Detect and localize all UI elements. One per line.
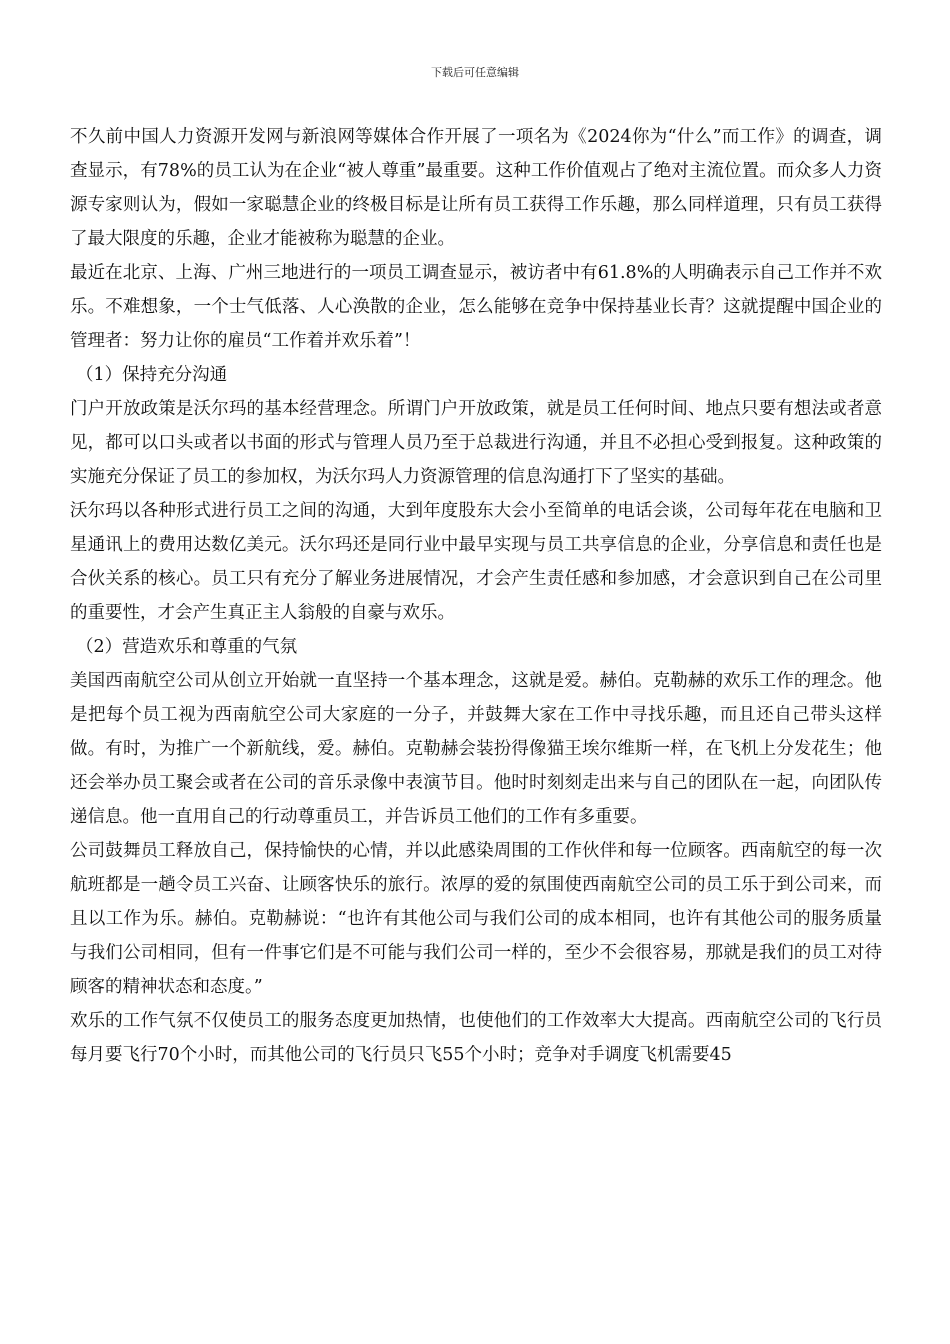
document-body xyxy=(70,120,882,1072)
paragraph-southwest-culture: 公司鼓舞员工释放自己，保持愉快的心情，并以此感染周围的工作伙伴和每一位顾客。西南航空的每一次航班都是一趟令员工兴奋、让顾客快乐的旅行。浓厚的爱的氛围使西南航空公司的员工乐于到公司来，而且以工作为乐。赫伯。克勒赫说：“也许有其他公司与我们公司的成本相同，也许有其他公司的服务质量与我们公司相同，但有一件事它们是不可能与我们公司一样的，至少不会很容易，那就是我们的员工对待顾客的精神状态和态度。” xyxy=(70,841,882,997)
paragraph-walmart-communication: 沃尔玛以各种形式进行员工之间的沟通，大到年度股东大会小至简单的电话会谈，公司每年花在电脑和卫星通讯上的费用达数亿美元。沃尔玛还是同行业中最早实现与员工共享信息的企业，分享信息和责任也是合伙关系的核心。员工只有充分了解业务进展情况，才会产生责任感和参加感，才会意识到自己在公司里的重要性，才会产生真正主人翁般的自豪与欢乐。 xyxy=(70,501,882,623)
section-heading-atmosphere: （2）营造欢乐和尊重的气氛 xyxy=(76,637,298,657)
section-heading-communication: （1）保持充分沟通 xyxy=(76,365,228,385)
paragraph-employee-survey: 最近在北京、上海、广州三地进行的一项员工调查显示，被访者中有61.8%的人明确表示自己工作并不欢乐。不难想象，一个士气低落、人心涣散的企业，怎么能够在竞争中保持基业长青？这就提醒中国企业的管理者：努力让你的雇员“工作着并欢乐着”！ xyxy=(70,263,882,351)
paragraph-open-door-policy: 门户开放政策是沃尔玛的基本经营理念。所谓门户开放政策，就是员工任何时间、地点只要有想法或者意见，都可以口头或者以书面的形式与管理人员乃至于总裁进行沟通，并且不必担心受到报复。这种政策的实施充分保证了员工的参加权，为沃尔玛人力资源管理的信息沟通打下了坚实的基础。 xyxy=(70,399,882,487)
paragraph-survey-intro: 不久前中国人力资源开发网与新浪网等媒体合作开展了一项名为《2024你为“什么”而工作》的调查，调查显示，有78%的员工认为在企业“被人尊重”最重要。这种工作价值观占了绝对主流位置。而众多人力资源专家则认为，假如一家聪慧企业的终极目标是让所有员工获得工作乐趣，那么同样道理，只有员工获得了最大限度的乐趣，企业才能被称为聪慧的企业。 xyxy=(70,127,882,249)
page-header: 下载后可任意编辑 xyxy=(431,66,519,79)
paragraph-work-efficiency: 欢乐的工作气氛不仅使员工的服务态度更加热情，也使他们的工作效率大大提高。西南航空公司的飞行员每月要飞行70个小时，而其他公司的飞行员只飞55个小时；竞争对手调度飞机需要45 xyxy=(70,1011,882,1065)
paragraph-southwest-philosophy: 美国西南航空公司从创立开始就一直坚持一个基本理念，这就是爱。赫伯。克勒赫的欢乐工作的理念。他是把每个员工视为西南航空公司大家庭的一分子，并鼓舞大家在工作中寻找乐趣，而且还自己带头这样做。有时，为推广一个新航线，爱。赫伯。克勒赫会装扮得像猫王埃尔维斯一样，在飞机上分发花生；他还会举办员工聚会或者在公司的音乐录像中表演节目。他时时刻刻走出来与自己的团队在一起，向团队传递信息。他一直用自己的行动尊重员工，并告诉员工他们的工作有多重要。 xyxy=(70,671,882,827)
